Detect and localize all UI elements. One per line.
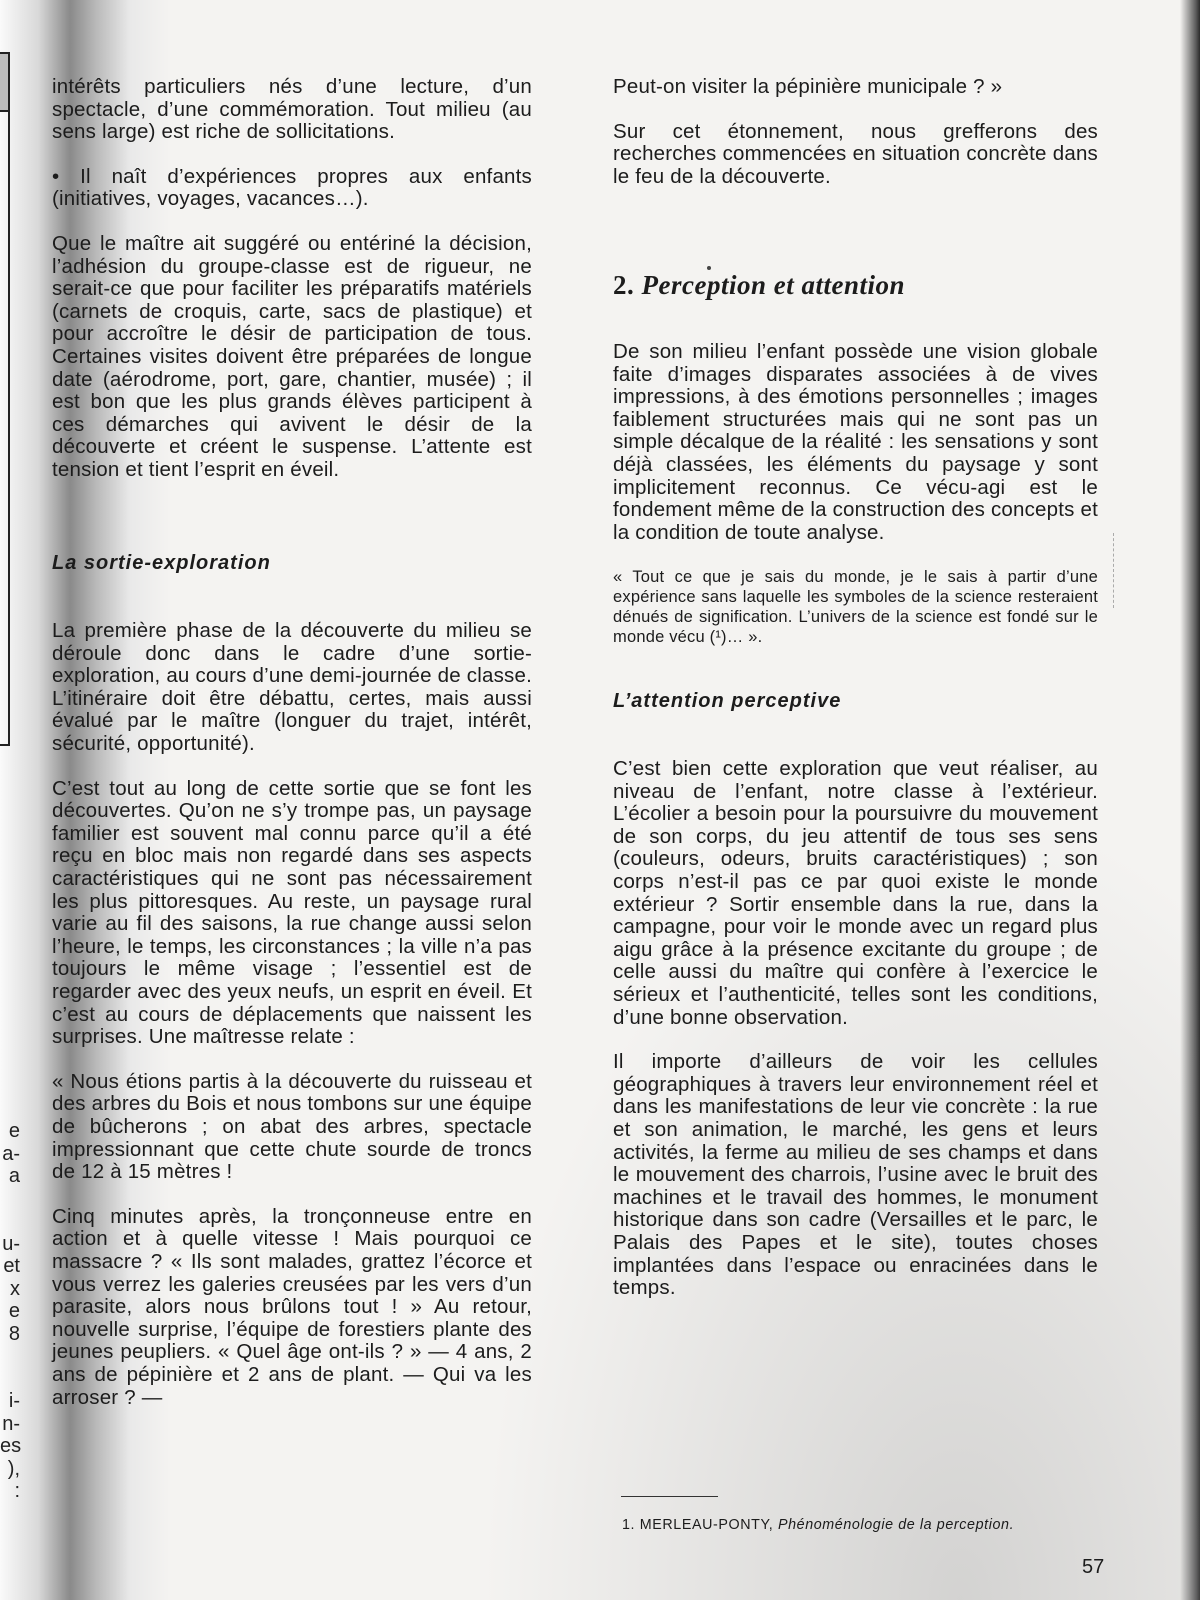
paragraph-discoveries: C’est tout au long de cette sortie que se font les découvertes. Qu’on ne s’y trompe pas, un paysage familier est souvent mal connu parce qu’il a été reçu en bloc mais non regardé dans ses aspects caractéristiques qui ne sont pas nécessairement les plus pittoresques. Au reste, un paysage rural varie au fil des saisons, la rue change aussi selon l’heure, le temps, les circonstances ; la ville n’a pas toujours le même visage ; l’essentiel est de regarder avec des yeux neufs, un esprit en éveil. Et c’est au cours de déplacements que naissent les surprises. Une maîtresse relate : — [52, 776, 532, 1049]
facing-fragment: u- — [2, 1232, 20, 1255]
paragraph-chainsaw: Cinq minutes après, la tronçonneuse entre en action et à quelle vitesse ! Mais pourquoi ce massacre ? « Ils sont malades, grattez l’écorce et vous verrez les galeries creusées par les vers d’un parasite, alors nous brûlons tout ! » Au retour, nouvelle surprise, l’équipe de forestiers plante des jeunes peupliers. « Quel âge ont-ils ? » — 4 ans, 2 ans de pépinière et 2 ans de plant. — Qui va les arroser ? — — [52, 1204, 532, 1409]
facing-fragment: es — [0, 1435, 22, 1457]
margin-pencil-mark — [1113, 533, 1114, 608]
section-number: 2. — [613, 270, 635, 301]
footnote-work-title: Phénoménologie de la perception. — [777, 1517, 1015, 1533]
paragraph-geographic-cells: Il importe d’ailleurs de voir les cellules géographiques à travers leur environnement réel et dans les manifestations de leur vie concrète : la rue et son animation, le marché, les gens et leurs activités, la ferme au milieu de ses champs et dans le mouvement des charrois, l’usine avec le bruit des machines et le travail des hommes, le monument historique dans son cadre (Versailles et le parc, le Palais des Papes et le site), toutes choses implantées dans l’espace ou enracinées dans le temps. — [613, 1050, 1098, 1300]
footnote-divider — [621, 1496, 718, 1497]
paragraph-teacher-account: « Nous étions partis à la découverte du ruisseau et des arbres du Bois et nous tombons sur une équipe de bûcherons ; on abat des arbres, spectacle impressionnant que cette chute sourde de troncs de 12 à 15 mètres ! — [52, 1069, 532, 1184]
facing-fragment: a — [8, 1165, 20, 1187]
paragraph-bullet-experiences: • Il naît d’expériences propres aux enfants (initiatives, voyages, vacances…). — [52, 164, 532, 211]
paragraph-exploration: C’est bien cette exploration que veut réaliser, au niveau de l’enfant, notre classe à l’extérieur. L’écolier a besoin pour la poursuivre du mouvement de son corps, du jeu attentif de tous ses sens (couleurs, odeurs, bruits caractéristiques) ; son corps n’est-il pas ce par quoi existe le monde extérieur ? Sortir ensemble dans la rue, dans la campagne, pour voir le monde avec un regard plus aigu grâce à la présence excitante du groupe ; de celle aussi du maître qui confère à l’exercice le sérieux et l’authenticité, telles sont les conditions, d’une bonne observation. — [613, 757, 1098, 1029]
paragraph-global-vision: De son milieu l’enfant possède une vision globale faite d’images disparates associées à de vives impressions, à des émotions personnelles ; images faiblement structurées mais qui ne sont pas un simple décalque de la réalité : les sensations y sont déjà classées, les éléments du paysage y sont implicitement reconnus. Ce vécu-agi est le fondement même de la construction des concepts et la condition de toute analyse. — [613, 339, 1098, 544]
paragraph-group-decision: Que le maître ait suggéré ou entériné la décision, l’adhésion du groupe-classe est de rigueur, ne serait-ce que pour faciliter les préparatifs matériels (carnets de croquis, carte, sacs de plastique) et pour accroître le désir de participation de tous. Certaines visites doivent être préparées de longue date (aérodrome, port, gare, chantier, musée) ; il est bon que les plus grands élèves participent à ces démarches qui avivent le désir de la découverte et créent le suspense. L’attente est tension et tient l’esprit en éveil. — [52, 231, 532, 481]
facing-fragment — [0, 1345, 20, 1368]
footnote-number: 1. — [622, 1517, 636, 1533]
facing-fragment: e — [8, 1300, 20, 1322]
footnote — [622, 1517, 1014, 1533]
facing-fragment: : — [14, 1480, 20, 1502]
left-column — [52, 76, 532, 1409]
facing-fragment: 8 — [8, 1322, 20, 1345]
facing-fragment: et — [3, 1255, 20, 1277]
subheading-sortie-exploration: La sortie-exploration — [52, 551, 271, 574]
facing-fragment: a- — [2, 1142, 20, 1165]
facing-fragment — [0, 1210, 20, 1233]
subheading-attention-perceptive: L’attention perceptive — [613, 689, 842, 712]
facing-page-text-fragments — [0, 1120, 20, 1503]
page-number: 57 — [1082, 1556, 1105, 1578]
paragraph-interests: intérêts particuliers nés d’une lecture, d’un spectacle, d’une commémoration. Tout milieu (au sens large) est riche de sollicitations. — [52, 75, 532, 144]
paragraph-nursery-question: Peut-on visiter la pépinière municipale ? » — [613, 75, 1003, 98]
right-column — [613, 76, 1098, 1300]
paragraph-first-phase: La première phase de la découverte du milieu se déroule donc dans le cadre d’une sortie-exploration, au cours d’une demi-journée de classe. L’itinéraire doit être débattu, certes, mais aussi évalué par le maître (longuer du trajet, intérêt, sécurité, opportunité). — [52, 619, 532, 756]
facing-fragment: ), — [7, 1457, 20, 1480]
print-speck — [707, 266, 711, 270]
facing-fragment: i- — [8, 1390, 20, 1412]
paragraph-astonishment: Sur cet étonnement, nous grefferons des recherches commencées en situation concrète dans le feu de la découverte. — [613, 119, 1098, 188]
facing-fragment: e — [8, 1120, 20, 1142]
facing-page-box — [0, 52, 10, 746]
facing-fragment: n- — [2, 1412, 20, 1435]
section-title-text: Perception et attention — [641, 270, 905, 301]
block-quote-merleau-ponty: « Tout ce que je sais du monde, je le sais à partir d’une expérience sans laquelle les symboles de la science resteraient dénués de signification. L’univers de la science est fondé sur le monde vécu (¹)… ». — [613, 568, 1098, 646]
facing-fragment — [0, 1188, 20, 1211]
facing-fragment: x — [10, 1277, 20, 1300]
facing-fragment — [0, 1368, 20, 1391]
footnote-author: MERLEAU-PONTY, — [639, 1517, 774, 1533]
section-title — [613, 270, 1098, 301]
